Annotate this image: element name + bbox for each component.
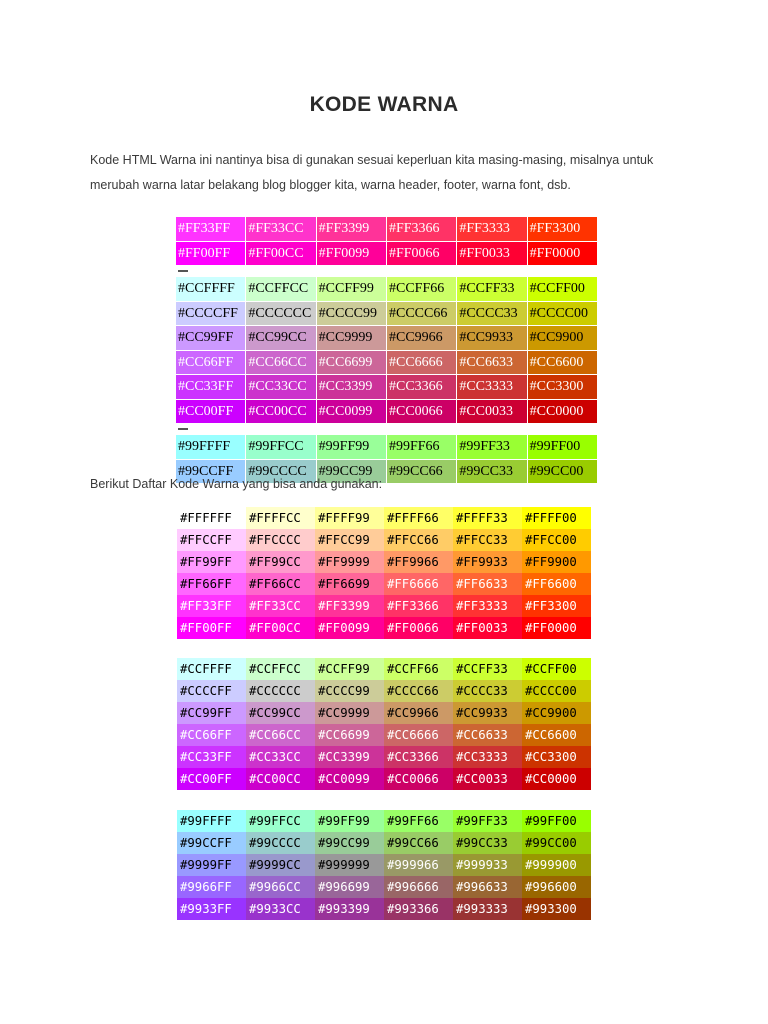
color-cell: #CCCC33 [453,680,522,702]
color-cell: #CCFF00 [528,277,597,302]
color-cell: #FF00FF [177,617,246,639]
color-cell: #CC6699 [317,351,386,376]
color-cell: #CC33CC [246,746,315,768]
color-cell: #CC0099 [317,400,386,425]
color-cell: #CC9999 [315,702,384,724]
color-cell: #993333 [453,898,522,920]
color-cell: #99FF66 [384,810,453,832]
table-row [177,746,591,768]
color-cell: #FF0000 [528,242,597,267]
group-separator [176,266,598,277]
color-cell: #FF6666 [384,573,453,595]
color-cell: #FF33CC [246,217,315,242]
color-cell: #CC66CC [246,351,315,376]
color-cell: #996666 [384,876,453,898]
color-cell: #CC3366 [384,746,453,768]
color-cell: #FFFFFF [177,507,246,529]
table-row [177,595,591,617]
color-cell: #FF9999 [315,551,384,573]
color-cell: #FFCC66 [384,529,453,551]
color-cell: #FFFFCC [246,507,315,529]
color-cell: #FF9966 [384,551,453,573]
color-cell: #CCCC66 [384,680,453,702]
table-row [177,768,591,790]
color-cell: #CC33FF [177,746,246,768]
color-cell: #9966FF [177,876,246,898]
color-cell: #999900 [522,854,591,876]
color-cell: #FF33FF [177,595,246,617]
color-cell: #FF3366 [384,595,453,617]
color-cell: #CC66FF [176,351,245,376]
table-row [176,302,598,327]
color-cell: #FFCCCC [246,529,315,551]
color-cell: #CC33CC [246,375,315,400]
color-cell: #CC9966 [387,326,456,351]
color-cell: #CCFFCC [246,658,315,680]
color-table-99 [177,810,591,920]
table-row [176,326,598,351]
color-cell: #FF00CC [246,617,315,639]
color-cell: #CC00CC [246,400,315,425]
color-cell: #CC9999 [317,326,386,351]
color-cell: #CC0033 [453,768,522,790]
table-row [177,529,591,551]
color-cell: #CC6633 [453,724,522,746]
table-row [177,573,591,595]
color-cell: #CC66CC [246,724,315,746]
color-cell: #CCFF99 [317,277,386,302]
color-cell: #CC3366 [387,375,456,400]
color-cell: #9966CC [246,876,315,898]
color-cell: #FFCC99 [315,529,384,551]
color-cell: #CC99CC [246,702,315,724]
color-cell: #99FFFF [177,810,246,832]
color-cell: #99FFFF [176,435,245,460]
color-cell: #99CC33 [453,832,522,854]
color-cell: #996633 [453,876,522,898]
color-cell: #CC3333 [457,375,526,400]
color-cell: #FF0099 [315,617,384,639]
color-cell: #999966 [384,854,453,876]
color-cell: #99CC99 [315,832,384,854]
color-cell: #CC6600 [522,724,591,746]
color-cell: #FF3300 [528,217,597,242]
table-row [177,898,591,920]
table-row [176,435,598,460]
color-cell: #CCCCFF [176,302,245,327]
color-cell: #99CC66 [387,460,456,485]
color-cell: #99FF66 [387,435,456,460]
color-cell: #CC0000 [522,768,591,790]
color-cell: #CCFFCC [246,277,315,302]
color-cell: #CCCC00 [528,302,597,327]
color-cell: #CC3333 [453,746,522,768]
color-cell: #FF6633 [453,573,522,595]
color-cell: #FFCC33 [453,529,522,551]
color-cell: #CC6666 [387,351,456,376]
color-cell: #CC3399 [317,375,386,400]
color-cell: #FF33FF [176,217,245,242]
color-cell: #FF0066 [384,617,453,639]
color-cell: #99CCFF [177,832,246,854]
color-cell: #CCCCCC [246,680,315,702]
color-cell: #99FF33 [457,435,526,460]
color-cell: #99FF33 [453,810,522,832]
color-cell: #9999FF [177,854,246,876]
color-cell: #FF0000 [522,617,591,639]
color-cell: #CC00CC [246,768,315,790]
color-cell: #99CC00 [528,460,597,485]
color-cell: #FF9900 [522,551,591,573]
color-cell: #CC3399 [315,746,384,768]
table-row [176,400,598,425]
table-row [177,876,591,898]
color-cell: #FF00FF [176,242,245,267]
color-cell: #FFFF00 [522,507,591,529]
table-row [177,854,591,876]
color-cell: #9999CC [246,854,315,876]
color-cell: #99FF00 [528,435,597,460]
color-cell: #CCCCFF [177,680,246,702]
color-cell: #99CC99 [317,460,386,485]
color-cell: #FF3399 [317,217,386,242]
color-cell: #CC66FF [177,724,246,746]
color-cell: #CCFF33 [453,658,522,680]
color-cell: #996699 [315,876,384,898]
color-cell: #CCFF99 [315,658,384,680]
color-cell: #CCCC66 [387,302,456,327]
list-intro-paragraph: Berikut Daftar Kode Warna yang bisa anda gunakan: [90,477,383,491]
color-cell: #CC0066 [387,400,456,425]
color-cell: #CC00FF [177,768,246,790]
color-cell: #CCCC00 [522,680,591,702]
color-cell: #CCFFFF [176,277,245,302]
color-cell: #CC00FF [176,400,245,425]
color-cell: #CC0099 [315,768,384,790]
color-cell: #FF66FF [177,573,246,595]
color-cell: #CC99CC [246,326,315,351]
table-row [177,658,591,680]
color-cell: #CCFFFF [177,658,246,680]
color-cell: #99CCCC [246,832,315,854]
color-cell: #FFCCFF [177,529,246,551]
color-cell: #CCCC99 [317,302,386,327]
color-cell: #FF66CC [246,573,315,595]
color-cell: #CCFF00 [522,658,591,680]
color-cell: #FF3333 [453,595,522,617]
table-row [176,277,598,302]
table-row [177,810,591,832]
color-cell: #993300 [522,898,591,920]
color-cell: #99FF99 [315,810,384,832]
color-cell: #99FFCC [246,435,315,460]
color-cell: #99FF00 [522,810,591,832]
table-row [177,724,591,746]
color-cell: #CC9900 [528,326,597,351]
color-cell: #FF6699 [315,573,384,595]
color-cell: #CC0066 [384,768,453,790]
intro-paragraph: Kode HTML Warna ini nantinya bisa di gunakan sesuai keperluan kita masing-masing, misalnya untuk merubah warna latar belakang blog blogger kita, warna header, footer, warna font, dsb. [90,153,654,192]
color-cell: #FF99FF [177,551,246,573]
color-cell: #FFFF33 [453,507,522,529]
table-row [176,375,598,400]
table-row [177,832,591,854]
color-cell: #CC9900 [522,702,591,724]
separator-mark [178,428,188,430]
color-cell: #9933CC [246,898,315,920]
color-cell: #FF33CC [246,595,315,617]
color-cell: #CC9966 [384,702,453,724]
color-cell: #FF3300 [522,595,591,617]
color-table-ff [177,507,591,639]
color-cell: #99CC00 [522,832,591,854]
color-cell: #99CCCC [246,460,315,485]
color-cell: #CC0000 [528,400,597,425]
color-cell: #CCFF66 [384,658,453,680]
table-row [177,617,591,639]
page-title: KODE WARNA [309,93,459,116]
color-cell: #9933FF [177,898,246,920]
table-row [176,242,598,267]
color-cell: #99CC66 [384,832,453,854]
color-cell: #CCFF33 [457,277,526,302]
color-cell: #FF3333 [457,217,526,242]
color-cell: #99CCFF [176,460,245,485]
color-cell: #FFFF66 [384,507,453,529]
table-row [177,680,591,702]
color-cell: #CCFF66 [387,277,456,302]
color-cell: #999933 [453,854,522,876]
table-row [177,702,591,724]
color-cell: #CC0033 [457,400,526,425]
color-cell: #CC33FF [176,375,245,400]
color-cell: #FF3366 [387,217,456,242]
color-table-screenshot [176,215,598,479]
color-cell: #FFFF99 [315,507,384,529]
color-cell: #FF6600 [522,573,591,595]
color-cell: #CC3300 [528,375,597,400]
color-cell: #993366 [384,898,453,920]
color-cell: #CC99FF [176,326,245,351]
color-cell: #FF0099 [317,242,386,267]
color-cell: #CCCC99 [315,680,384,702]
color-cell: #CC6699 [315,724,384,746]
color-cell: #CC6633 [457,351,526,376]
group-separator [176,424,598,435]
separator-mark [178,270,188,272]
table-row [176,351,598,376]
color-cell: #CCCCCC [246,302,315,327]
color-cell: #FF00CC [246,242,315,267]
color-cell: #FF9933 [453,551,522,573]
color-cell: #FF3399 [315,595,384,617]
color-cell: #FF0033 [453,617,522,639]
color-cell: #99FFCC [246,810,315,832]
color-cell: #99FF99 [317,435,386,460]
color-cell: #FFCC00 [522,529,591,551]
color-cell: #FF99CC [246,551,315,573]
group-separator [176,215,598,217]
table-row [176,217,598,242]
color-table-cc [177,658,591,790]
color-cell: #993399 [315,898,384,920]
color-cell: #999999 [315,854,384,876]
color-cell: #CC9933 [457,326,526,351]
table-row [177,551,591,573]
color-cell: #FF0066 [387,242,456,267]
color-cell: #996600 [522,876,591,898]
color-cell: #CC3300 [522,746,591,768]
table-row [177,507,591,529]
color-cell: #FF0033 [457,242,526,267]
color-cell: #99CC33 [457,460,526,485]
color-cell: #CC9933 [453,702,522,724]
color-cell: #CC6600 [528,351,597,376]
color-cell: #CCCC33 [457,302,526,327]
color-cell: #CC6666 [384,724,453,746]
color-cell: #CC99FF [177,702,246,724]
